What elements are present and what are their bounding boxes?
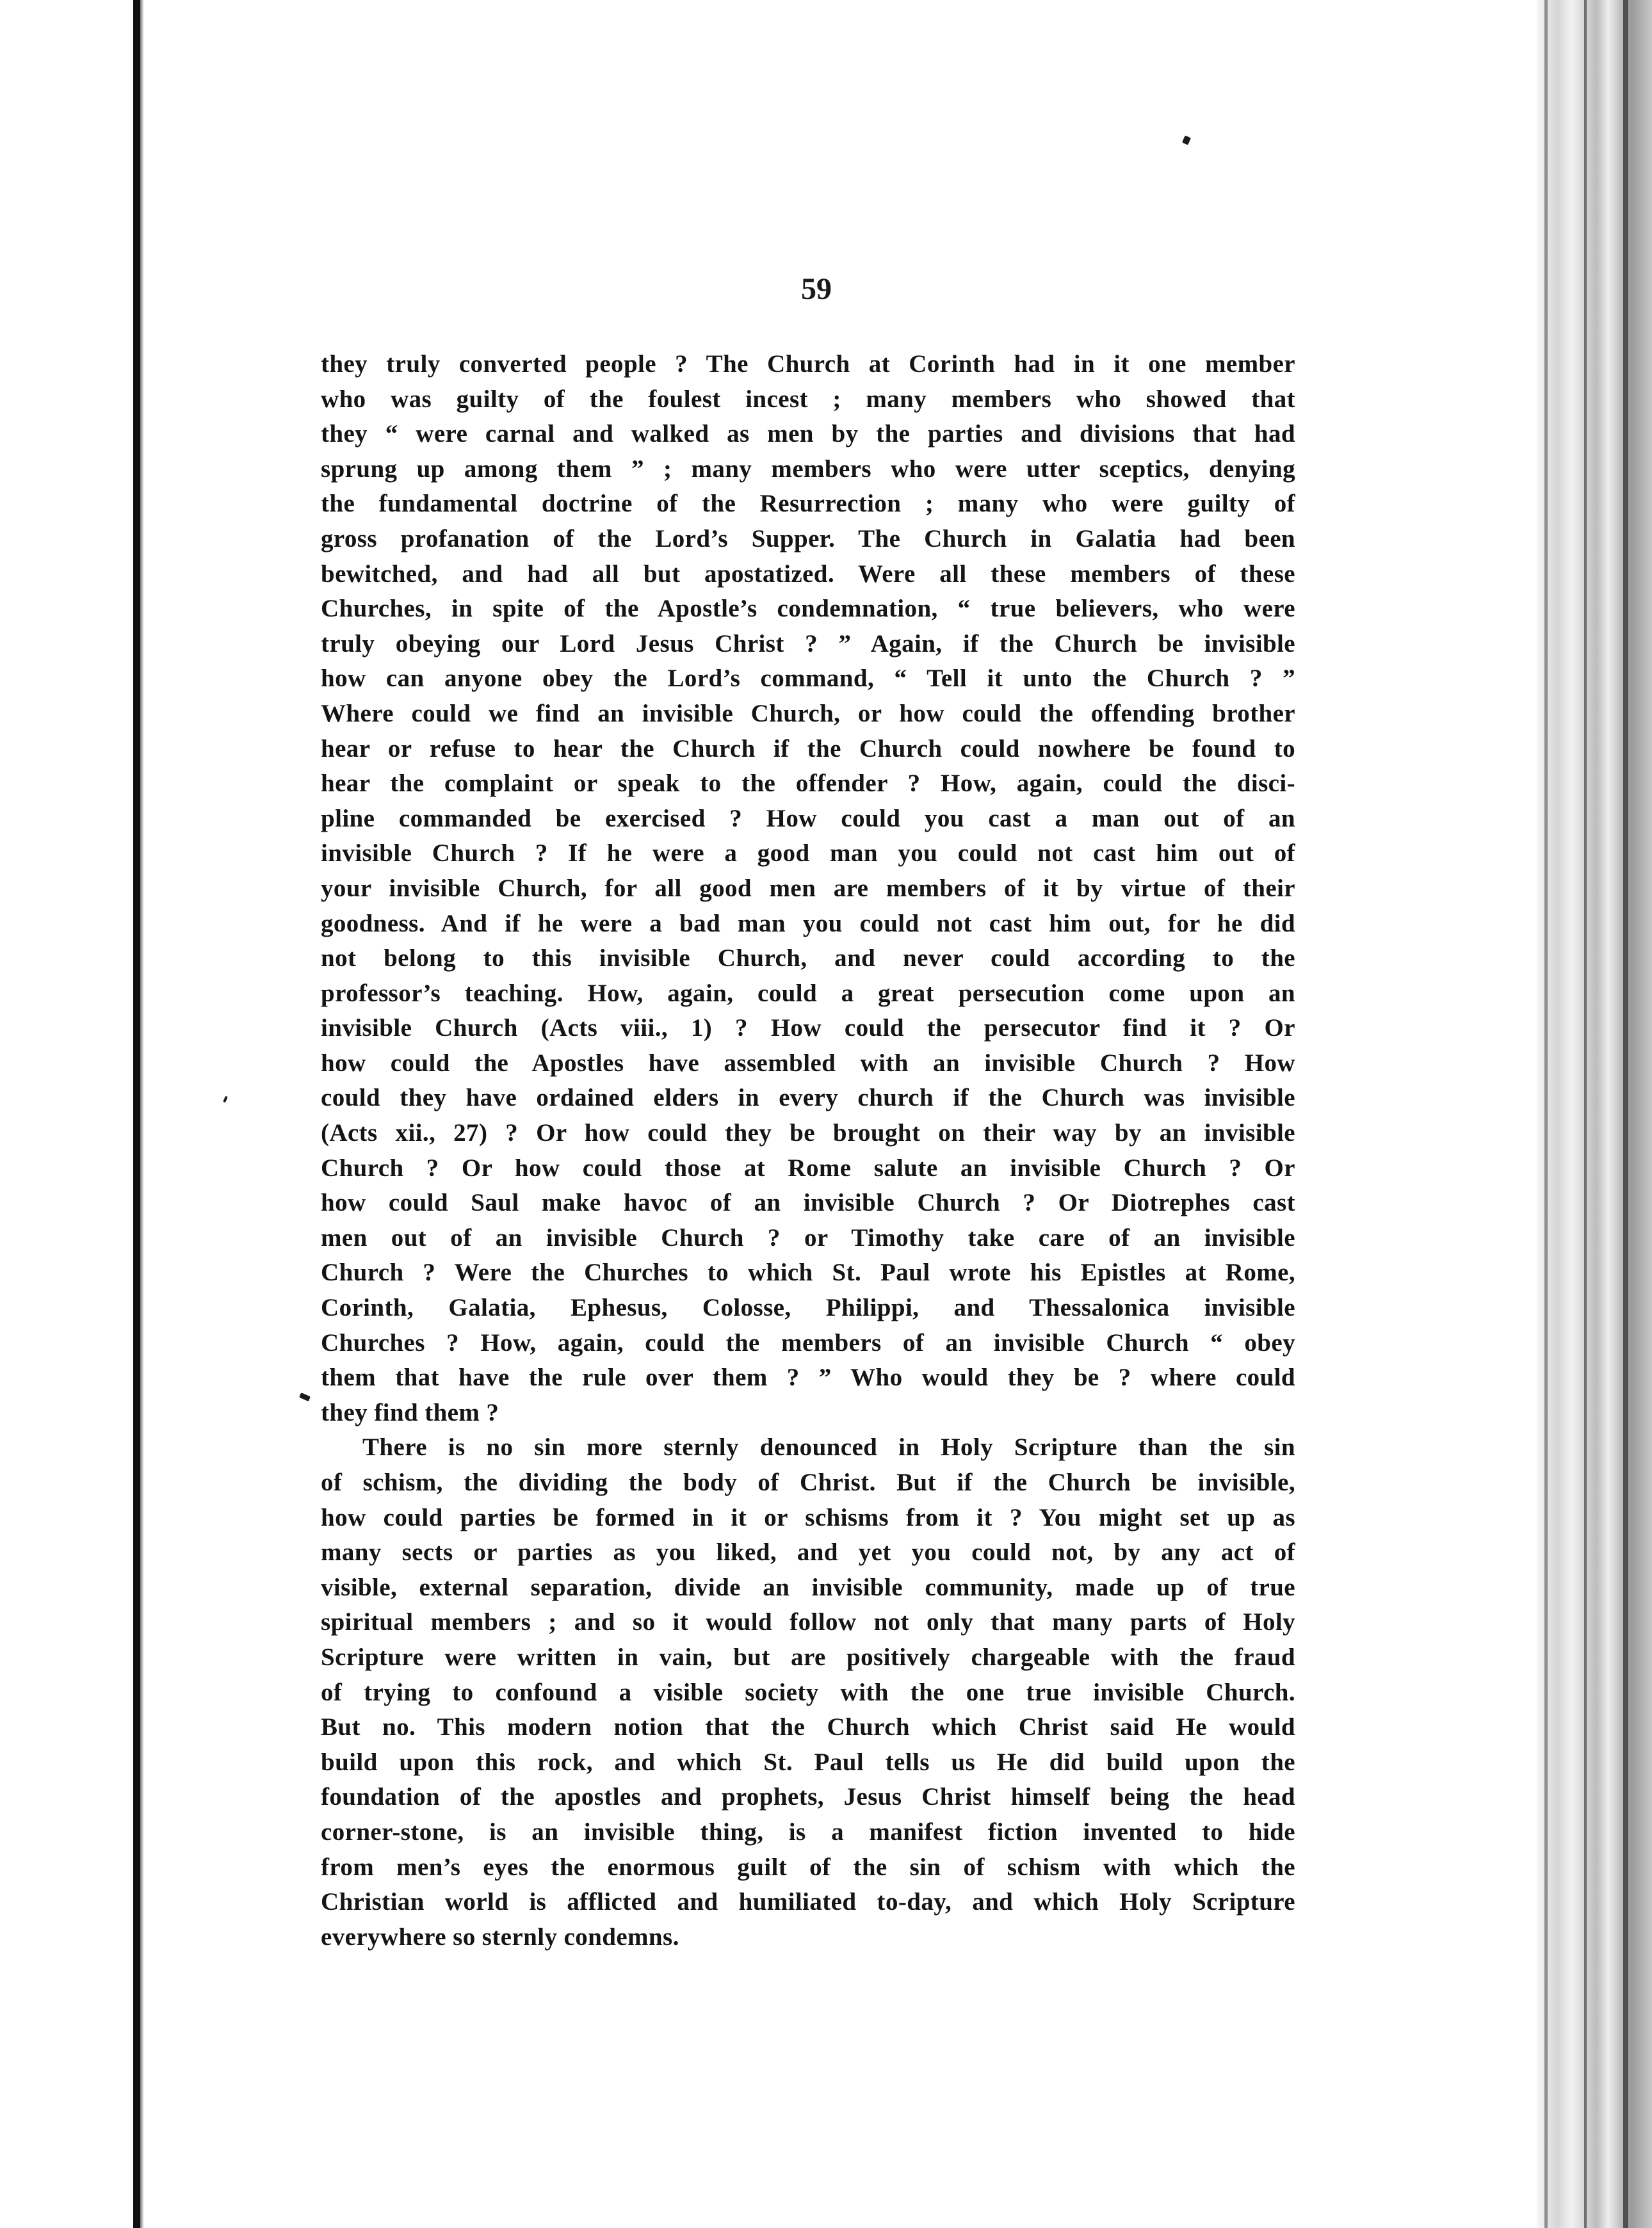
text-line: build upon this rock, and which St. Paul tells us He did build upon the [321, 1748, 1295, 1776]
text-line: could they have ordained elders in every church if the Church was invisible [321, 1084, 1295, 1112]
text-line: many sects or parties as you liked, and yet you could not, by any act of [321, 1538, 1295, 1567]
text-line: hear the complaint or speak to the offender ? How, again, could the disci- [321, 770, 1295, 798]
right-page-edge-line [1544, 0, 1548, 2228]
right-page-edge-line [1623, 0, 1628, 2228]
text-line: men out of an invisible Church ? or Timothy take care of an invisible [321, 1223, 1295, 1252]
text-line: spiritual members ; and so it would follow not only that many parts of Holy [321, 1608, 1295, 1636]
text-line: how can anyone obey the Lord’s command, “ Tell it unto the Church ? ” [321, 665, 1295, 693]
text-line: Churches ? How, again, could the members of an invisible Church “ obey [321, 1328, 1295, 1357]
text-line: how could parties be formed in it or schisms from it ? You might set up as [321, 1503, 1295, 1531]
text-line: they truly converted people ? The Church at Corinth had in it one member [321, 350, 1295, 378]
text-line: pline commanded be exercised ? How could you cast a man out of an [321, 804, 1295, 832]
text-line: Church ? Or how could those at Rome salute an invisible Church ? Or [321, 1154, 1295, 1182]
text-line: Corinth, Galatia, Ephesus, Colosse, Philippi, and Thessalonica invisible [321, 1294, 1295, 1322]
right-page-edge-line [1584, 0, 1587, 2228]
text-line: bewitched, and had all but apostatized. Were all these members of these [321, 560, 1295, 588]
paragraph-first-line: There is no sin more sternly denounced in Holy Scripture than the sin [362, 1433, 1295, 1462]
body-text [321, 347, 1295, 1955]
text-line: But no. This modern notion that the Church which Christ said He would [321, 1713, 1295, 1741]
left-binding-shadow [140, 0, 144, 2228]
ink-mark [223, 1096, 228, 1103]
text-line: Christian world is afflicted and humiliated to-day, and which Holy Scripture [321, 1888, 1295, 1916]
right-page-edge [1537, 0, 1652, 2228]
text-line: who was guilty of the foulest incest ; many members who showed that [321, 385, 1295, 413]
text-line: invisible Church (Acts viii., 1) ? How could the persecutor find it ? Or [321, 1014, 1295, 1042]
text-line: gross profanation of the Lord’s Supper. The Church in Galatia had been [321, 524, 1295, 553]
text-line: invisible Church ? If he were a good man you could not cast him out of [321, 839, 1295, 868]
text-line: how could Saul make havoc of an invisible Church ? Or Diotrephes cast [321, 1189, 1295, 1217]
text-line: them that have the rule over them ? ” Who would they be ? where could [321, 1364, 1295, 1392]
text-line: truly obeying our Lord Jesus Christ ? ” Again, if the Church be invisible [321, 629, 1295, 658]
text-line: not belong to this invisible Church, and never could according to the [321, 944, 1295, 973]
text-line: visible, external separation, divide an invisible community, made up of true [321, 1573, 1295, 1601]
text-line: foundation of the apostles and prophets, Jesus Christ himself being the head [321, 1783, 1295, 1811]
left-binding-edge [133, 0, 140, 2228]
text-line: Where could we find an invisible Church, or how could the offending brother [321, 699, 1295, 727]
text-line: they find them ? [321, 1398, 499, 1426]
text-line: Church ? Were the Churches to which St. Paul wrote his Epistles at Rome, [321, 1259, 1295, 1287]
text-line: everywhere so sternly condemns. [321, 1923, 679, 1951]
text-line: sprung up among them ” ; many members who were utter sceptics, denying [321, 455, 1295, 483]
text-line: of schism, the dividing the body of Christ. But if the Church be invisible, [321, 1469, 1295, 1496]
text-line: hear or refuse to hear the Church if the Church could nowhere be found to [321, 734, 1295, 763]
text-line: Churches, in spite of the Apostle’s condemnation, “ true believers, who were [321, 595, 1295, 623]
text-line: how could the Apostles have assembled with an invisible Church ? How [321, 1049, 1295, 1077]
text-line: goodness. And if he were a bad man you could not cast him out, for he did [321, 909, 1295, 937]
ink-mark [1182, 135, 1191, 145]
text-line: of trying to confound a visible society with the one true invisible Church. [321, 1678, 1295, 1706]
text-line: they “ were carnal and walked as men by the parties and divisions that had [321, 420, 1295, 448]
text-line: corner-stone, is an invisible thing, is a manifest fiction invented to hide [321, 1818, 1295, 1846]
text-line: from men’s eyes the enormous guilt of the sin of schism with which the [321, 1853, 1295, 1881]
text-line: professor’s teaching. How, again, could a great persecution come upon an [321, 979, 1295, 1007]
text-line: Scripture were written in vain, but are positively chargeable with the fraud [321, 1643, 1295, 1671]
text-line: the fundamental doctrine of the Resurrection ; many who were guilty of [321, 490, 1295, 518]
text-line: (Acts xii., 27) ? Or how could they be brought on their way by an invisible [321, 1119, 1295, 1147]
text-line: your invisible Church, for all good men are members of it by virtue of their [321, 874, 1295, 902]
page-number: 59 [801, 272, 832, 306]
ink-mark [299, 1392, 311, 1401]
